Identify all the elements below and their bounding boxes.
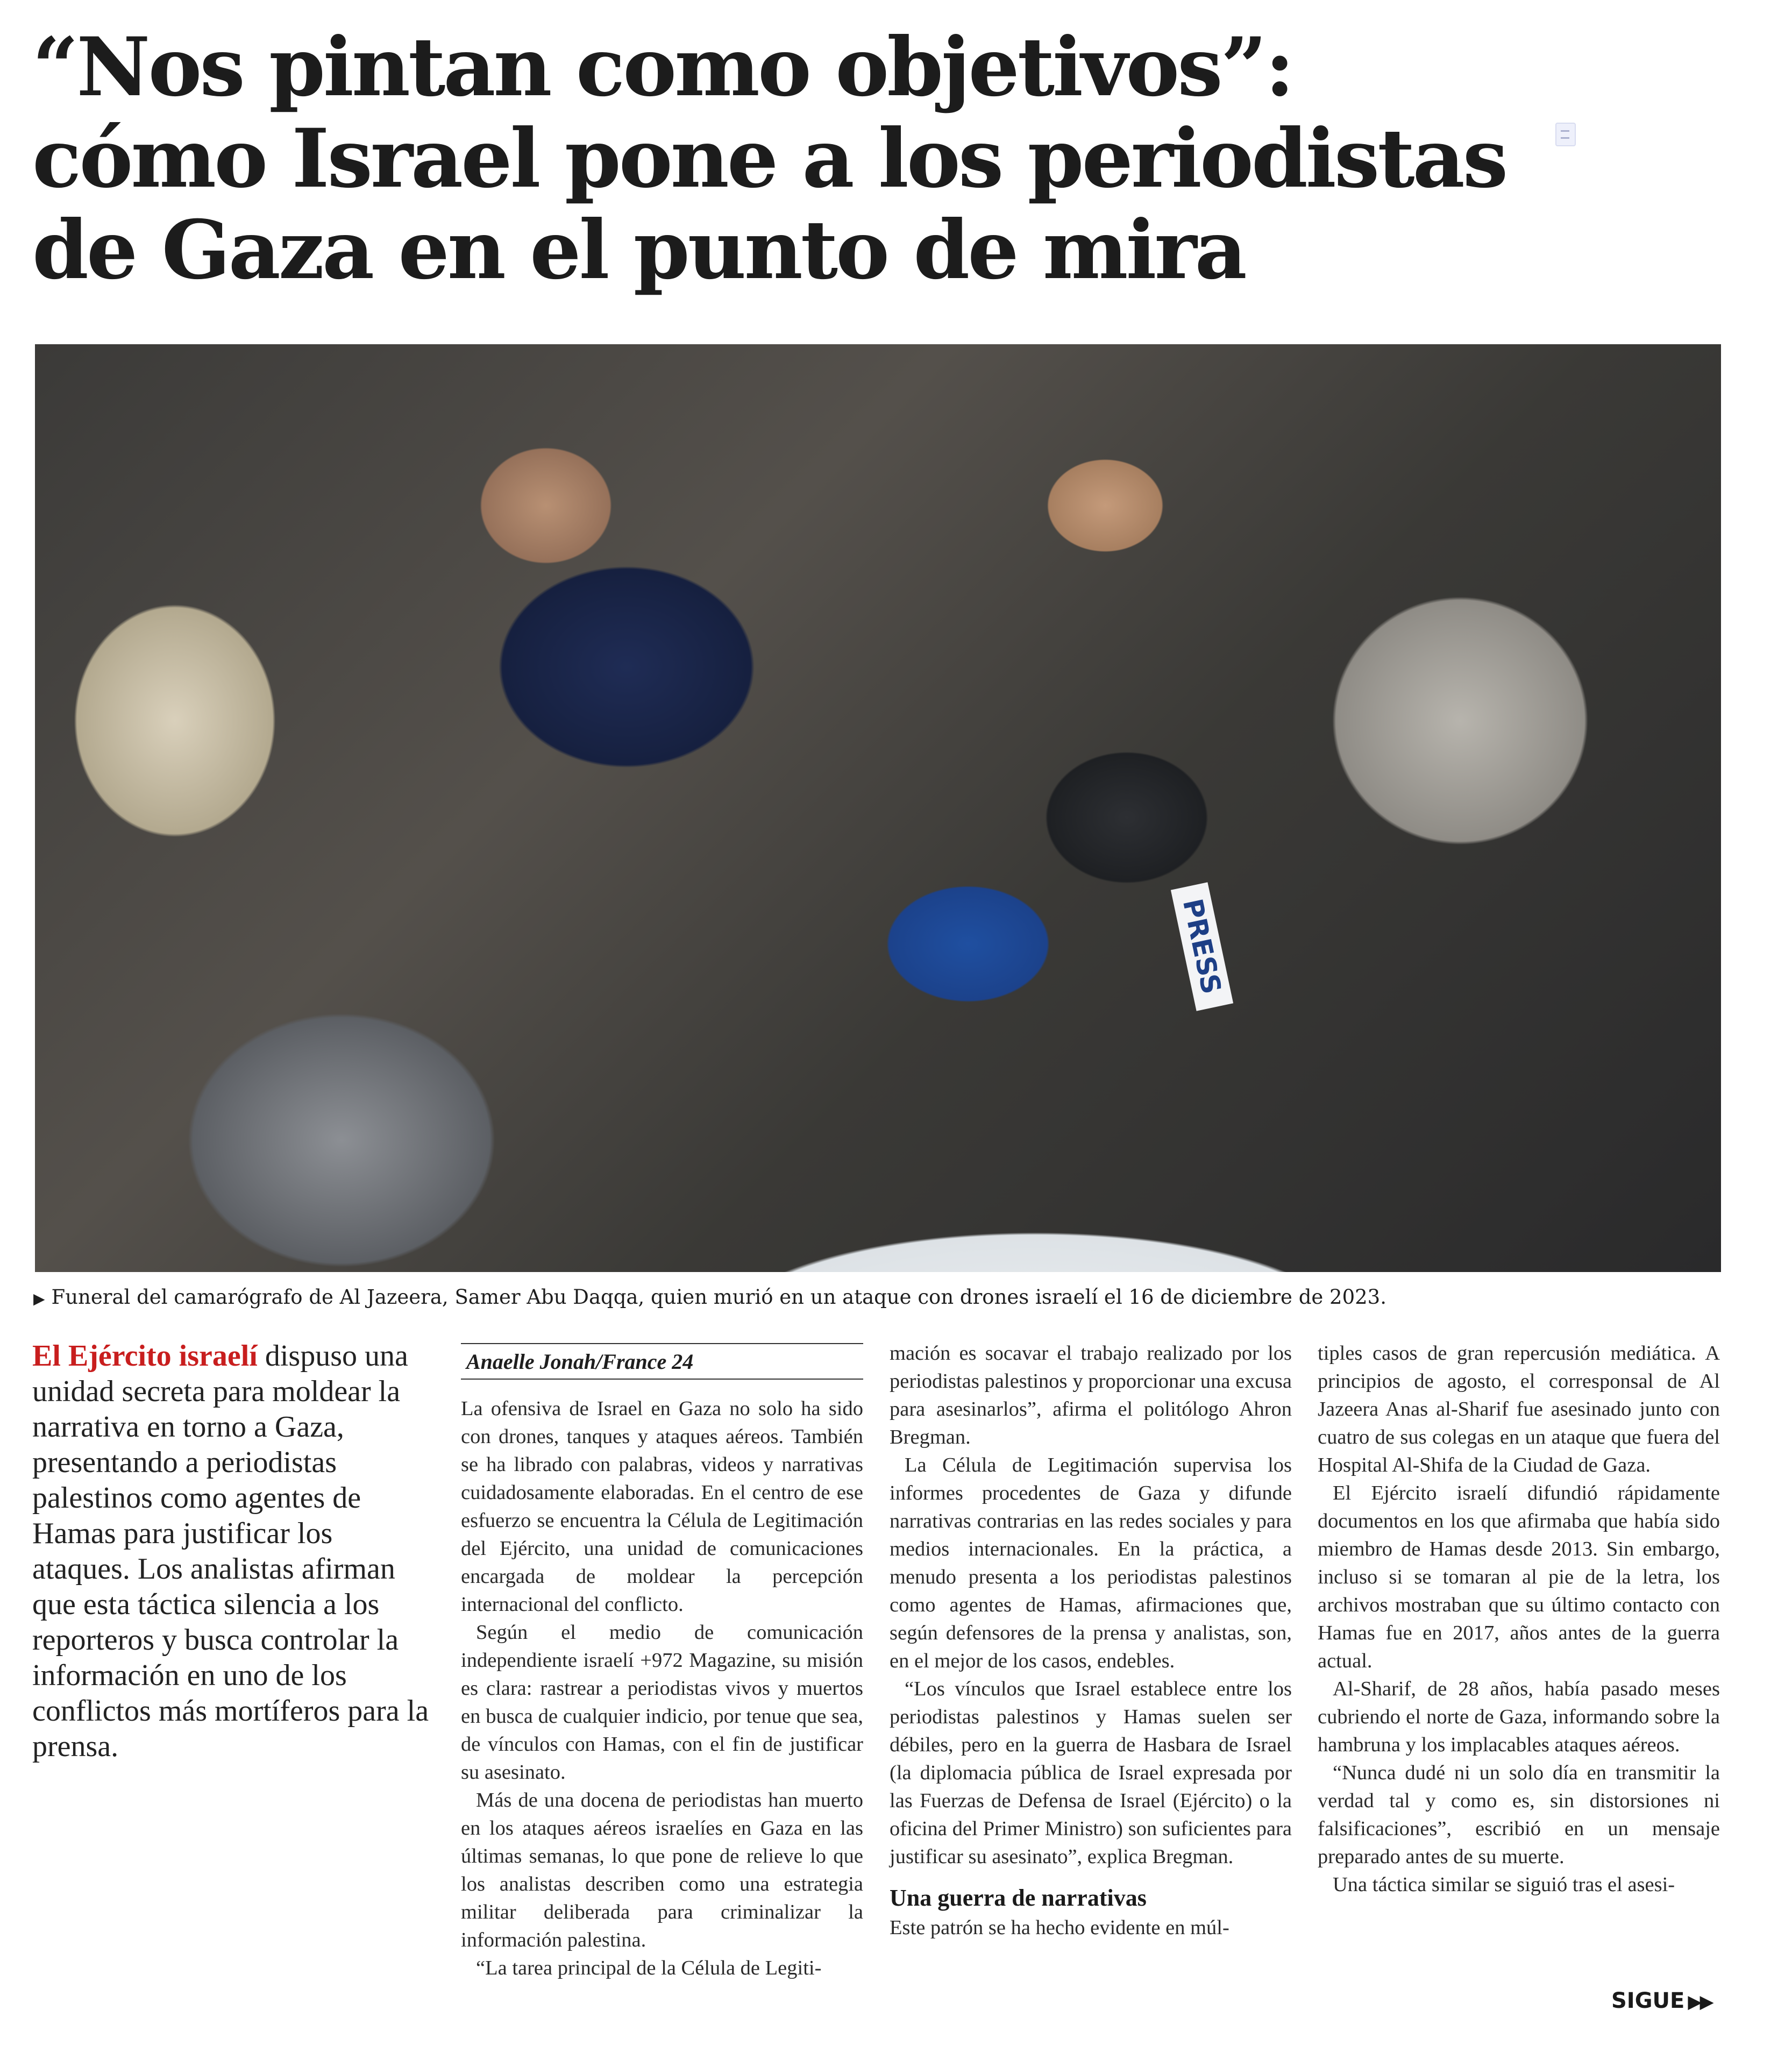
col1-paragraph-3: Más de una docena de periodistas han muerto en los ataques aéreos israelíes en Gaza en las últimas semanas, lo que pone de relieve lo que los analistas describen como una estrategia militar deliberada para criminalizar la información palestina.	[461, 1789, 863, 1951]
col3-paragraph-1: tiples casos de gran repercusión mediática. A principios de agosto, el corresponsal de Al Jazeera Anas al-Sharif fue asesinado junto con cuatro de sus colegas en un ataque que fuera del Hospital Al-Shifa de la Ciudad de Gaza.	[1318, 1342, 1720, 1476]
headline	[32, 20, 1506, 297]
caption-marker-icon: ▶	[33, 1290, 45, 1308]
col3-paragraph-5: Una táctica similar se siguió tras el asesi-	[1333, 1873, 1675, 1896]
col1-paragraph-2: Según el medio de comunicación independiente israelí +972 Magazine, su misión es clara: rastrear a periodistas vivos y muertos en busca de cualquier indicio, por tenue que sea, de vínculos con Hamas, con el fin de justificar su asesinato.	[461, 1621, 863, 1784]
press-vest-label: PRESS	[1171, 882, 1233, 1011]
body-column-2	[890, 1339, 1292, 1942]
fast-forward-icon: ▶▶	[1688, 1991, 1712, 2013]
lede-text: dispuso una unidad secreta para moldear la narrativa en torno a Gaza, presentando a periodistas palestinos como agentes de Hamas para justificar los ataques. Los analistas afirman que esta táctica silencia a los reporteros y busca controlar la información en uno de los conflictos más mortíferos para la prensa.	[32, 1339, 429, 1763]
lede-paragraph	[32, 1338, 430, 1764]
byline: Anaelle Jonah/France 24	[461, 1343, 863, 1380]
body-column-3	[1318, 1339, 1720, 1899]
body-column-1	[461, 1395, 863, 1982]
col2-paragraph-4: Este patrón se ha hecho evidente en múl-	[890, 1916, 1229, 1939]
headline-line-2: cómo Israel pone a los periodistas	[32, 111, 1506, 206]
lede-lead: El Ejército israelí	[32, 1339, 258, 1373]
col3-paragraph-4: “Nunca dudé ni un solo día en transmitir la verdad tal y como es, sin distorsiones ni falsificaciones”, escribió en un mensaje preparado antes de su muerte.	[1318, 1761, 1720, 1868]
col2-subheading: Una guerra de narrativas	[890, 1885, 1147, 1911]
continue-marker[interactable]	[1611, 1988, 1712, 2013]
col2-paragraph-2: La Célula de Legitimación supervisa los informes procedentes de Gaza y difunde narrativas contrarias en las redes sociales y para medios internacionales. En la práctica, a menudo presenta a los periodistas palestinos como agentes de Hamas, afirmaciones que, según defensores de la prensa y analistas, son, en el mejor de los casos, endebles.	[890, 1454, 1292, 1672]
funeral-photo	[35, 344, 1721, 1272]
col3-paragraph-3: Al-Sharif, de 28 años, había pasado meses cubriendo el norte de Gaza, informando sobre la hambruna y los implacables ataques aéreos.	[1318, 1678, 1720, 1756]
headline-line-3: de Gaza en el punto de mira	[32, 203, 1245, 297]
col1-paragraph-1: La ofensiva de Israel en Gaza no solo ha sido con drones, tanques y ataques aéreos. También se ha librado con palabras, videos y narrativas cuidadosamente elaboradas. En el centro de ese esfuerzo se encuentra la Célula de Legitimación del Ejército, una unidad de comunicaciones encargada de moldear la percepción internacional del conflicto.	[461, 1397, 863, 1616]
col2-paragraph-1: mación es socavar el trabajo realizado por los periodistas palestinos y proporcionar una excusa para asesinarlos”, afirma el politólogo Ahron Bregman.	[890, 1342, 1292, 1448]
col3-paragraph-2: El Ejército israelí difundió rápidamente documentos en los que afirmaba que había sido miembro de Hamas desde 2013. Sin embargo, incluso si se tomaran al pie de la letra, los archivos mostraban que su último contacto con Hamas fue en 2017, años antes de la guerra actual.	[1318, 1482, 1720, 1672]
photo-caption	[33, 1284, 1744, 1312]
col1-paragraph-4: “La tarea principal de la Célula de Legiti-	[476, 1957, 822, 1979]
continue-label: SIGUE	[1611, 1988, 1685, 2013]
caption-text: Funeral del camarógrafo de Al Jazeera, Samer Abu Daqqa, quien murió en un ataque con drones israelí el 16 de diciembre de 2023.	[51, 1285, 1386, 1309]
headline-line-1: “Nos pintan como objetivos”:	[32, 20, 1293, 115]
col2-paragraph-3: “Los vínculos que Israel establece entre los periodistas palestinos y Hamas suelen ser débiles, pero en la guerra de Hasbara de Israel (la diplomacia pública de Israel expresada por las Fuerzas de Defensa de Israel (Ejército) o la oficina del Primer Ministro) son suficientes para justificar su asesinato”, explica Bregman.	[890, 1678, 1292, 1868]
note-icon[interactable]	[1555, 123, 1576, 146]
